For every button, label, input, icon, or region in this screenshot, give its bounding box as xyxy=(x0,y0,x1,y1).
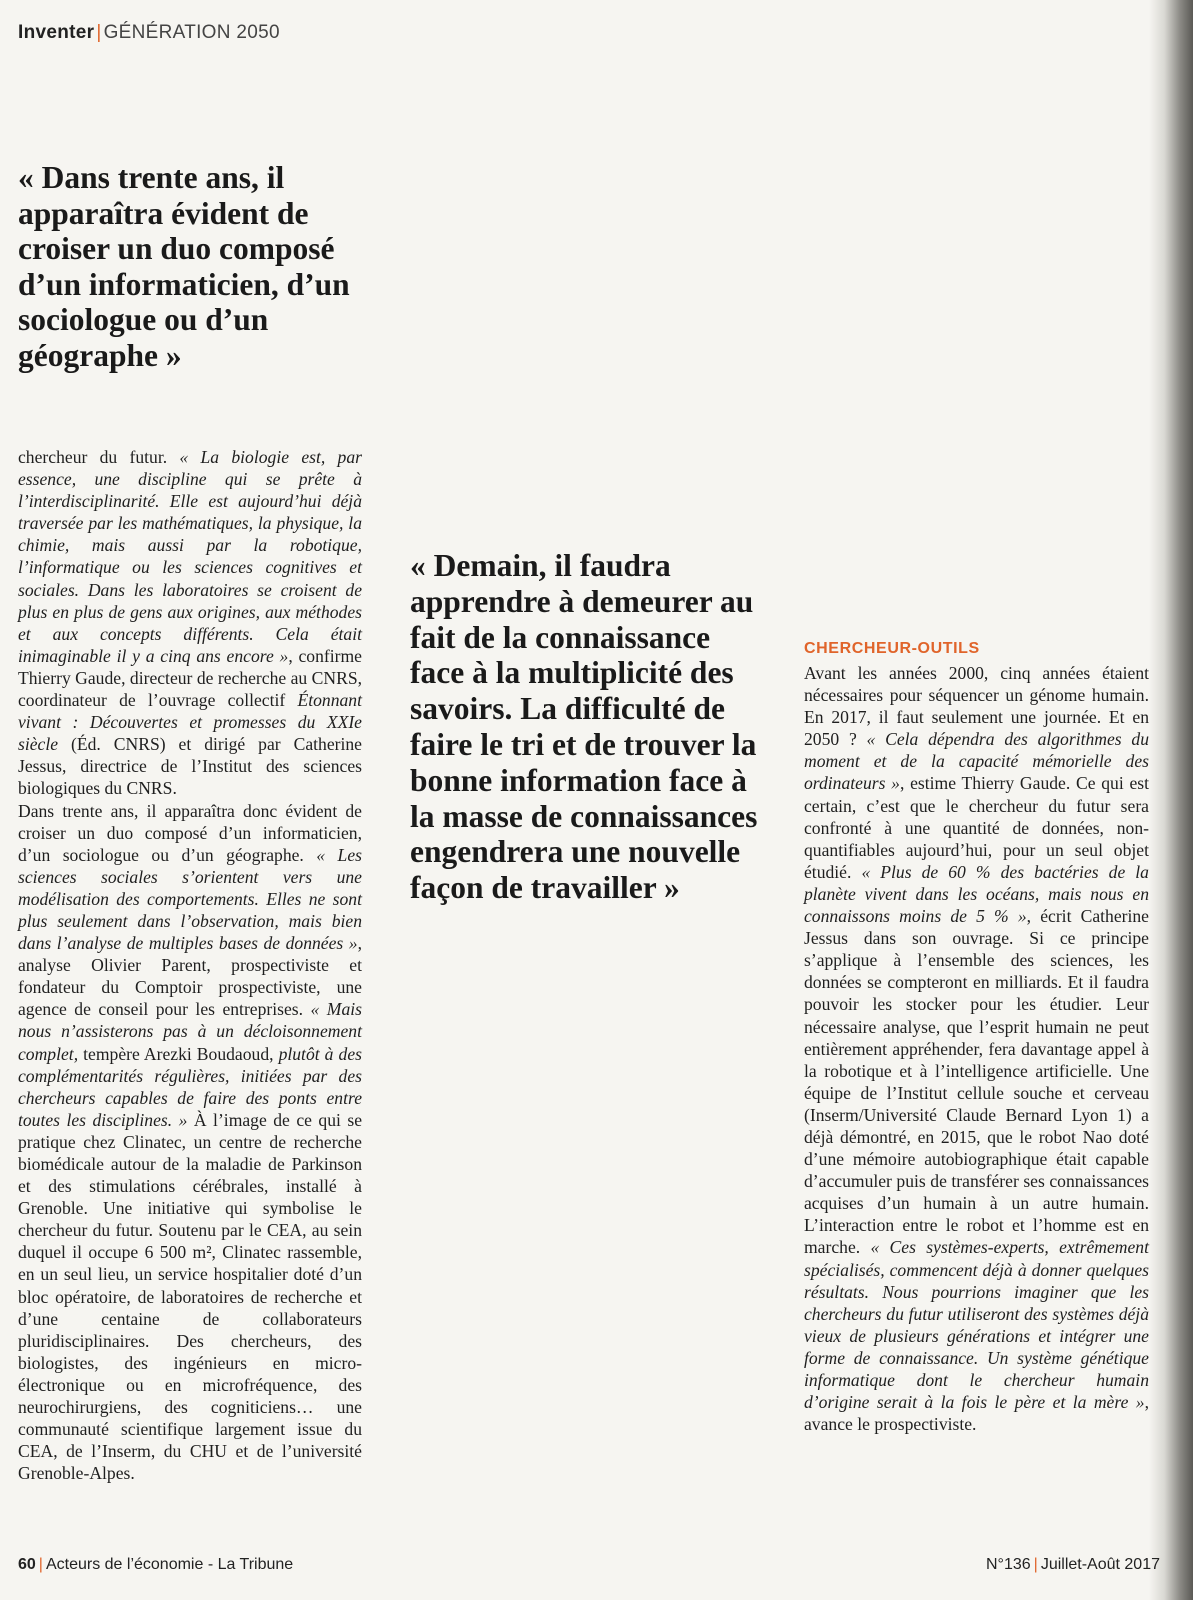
text-run: Avant les années 2000, cinq années étaient nécessaires pour séquencer un génome humain. En 2017, il faut seulement une journée. Et en 2050 ? xyxy=(804,663,1149,750)
paragraph xyxy=(804,662,1149,1435)
text-run: , écrit Catherine Jessus dans son ouvrage. Si ce principe s’applique à l’ensemble des sciences, les données se compteront en milliards. Et il faudra pouvoir les stocker pour les étudier. Leur nécessaire analyse, que l’esprit humain ne peut entièrement appréhender, fera davantage appel à la robotique et à l’intelligence artificielle. Une équipe de l’Institut cellule souche et cerveau (Inserm/Université Claude Bernard Lyon 1) a déjà démontré, en 2015, que le robot Nao doté d’une mémoire autobiographique était capable d’accumuler puis de transférer ses connaissances acquises d’un humain à un autre humain. L’interaction entre le robot et l’homme est en marche. xyxy=(804,906,1149,1258)
text-run: , avance le prospectiviste. xyxy=(804,1392,1149,1435)
footer-separator: | xyxy=(1033,1556,1038,1573)
italic-text-run: « Cela dépendra des algorithmes du moment et de la capacité mémorielle des ordinateurs » xyxy=(804,729,1149,794)
text-run: , confirme Thierry Gaude, directeur de recherche au CNRS, coordinateur de l’ouvrage collectif xyxy=(18,645,362,711)
text-run: (Éd. CNRS) et dirigé par Catherine Jessus, directrice de l’Institut des sciences biologiques du CNRS. xyxy=(18,734,362,799)
italic-text-run: « La biologie est, par essence, une discipline qui se prête à l’interdisciplinarité. Elle est aujourd’hui déjà traversée par les mathématiques, la physique, la chimie, mais aussi par la robotique, l’informatique ou les sciences cognitives et sociales. Dans les laboratoires se croisent de plus en plus de gens aux origines, aux méthodes et aux concepts différents. Cela était inimaginable il y a cinq ans encore » xyxy=(18,447,362,666)
paragraph xyxy=(18,800,362,1485)
page-binding-shadow xyxy=(1149,0,1193,1600)
italic-text-run: « Mais nous n’assisterons pas à un décloisonnement complet, xyxy=(18,999,362,1064)
paragraph xyxy=(18,446,362,800)
text-run: , analyse Olivier Parent, prospectiviste et fondateur du Comptoir prospectiviste, une agence de conseil pour les entreprises. xyxy=(18,933,362,1020)
subheading: CHERCHEUR-OUTILS xyxy=(804,640,980,657)
rubric-name: GÉNÉRATION 2050 xyxy=(103,22,280,43)
text-run: Dans trente ans, il apparaîtra donc évident de croiser un duo composé d’un informaticien, d’un sociologue ou d’un géographe. xyxy=(18,800,362,865)
footer-left xyxy=(18,1556,293,1574)
article-column-1 xyxy=(18,446,362,1484)
italic-text-run: plutôt à des complémentarités régulières, initiées par des chercheurs capables de faire des ponts entre toutes les disciplines. » xyxy=(18,1043,362,1130)
pull-quote-2: « Demain, il faudra apprendre à demeurer au fait de la connaissance face à la multiplicité des savoirs. La difficulté de faire le tri et de trouver la bonne information face à la masse de connaissances engendrera une nouvelle façon de travailler » xyxy=(410,548,758,906)
text-run: chercheur du futur. xyxy=(18,447,180,467)
publication-name: Acteurs de l’économie - La Tribune xyxy=(45,1556,294,1573)
italic-text-run: « Les sciences sociales s’orientent vers une modélisation des comportements. Elles ne sont plus seulement dans l’observation, mais bien dans l’analyse de multiples bases de données » xyxy=(18,844,362,954)
italic-text-run: « Ces systèmes-experts, extrêmement spécialisés, commencent déjà à donner quelques résultats. Nous pourrions imaginer que les chercheurs du futur utiliseront des systèmes déjà vieux de plusieurs générations et intégrer une forme de connaissance. Un système génétique informatique dont le chercheur humain d’origine serait à la fois le père et la mère » xyxy=(804,1237,1149,1413)
issue-date: Juillet-Août 2017 xyxy=(1040,1556,1160,1573)
text-run: , estime Thierry Gaude. Ce qui est certain, c’est que le chercheur du futur sera confronté à une quantité de données, non-quantifiables aujourd’hui, pour un seul objet étudié. xyxy=(804,773,1149,882)
header-separator: | xyxy=(96,22,102,43)
issue-number: N°136 xyxy=(986,1556,1031,1573)
footer-right xyxy=(986,1556,1160,1574)
article-column-3 xyxy=(804,662,1149,1435)
page-header xyxy=(18,22,280,44)
page-number: 60 xyxy=(18,1556,36,1573)
italic-text-run: Étonnant vivant : Découvertes et promesses du XXIe siècle xyxy=(18,690,362,755)
pull-quote-1: « Dans trente ans, il apparaîtra évident de croiser un duo composé d’un informaticien, d’un sociologue ou d’un géographe » xyxy=(18,160,350,373)
text-run: tempère Arezki Boudaoud, xyxy=(78,1043,279,1064)
section-name: Inventer xyxy=(18,22,95,43)
footer-separator: | xyxy=(38,1556,43,1573)
italic-text-run: « Plus de 60 % des bactéries de la planète vivent dans les océans, mais nous en connaissons moins de 5 % » xyxy=(804,861,1149,927)
text-run: À l’image de ce qui se pratique chez Clinatec, un centre de recherche biomédicale autour de la maladie de Parkinson et des stimulations cérébrales, installé à Grenoble. Une initiative qui symbolise le chercheur du futur. Soutenu par le CEA, au sein duquel il occupe 6 500 m², Clinatec rassemble, en un seul lieu, un service hospitalier doté d’un bloc opératoire, de laboratoires de recherche et d’une centaine de collaborateurs pluridisciplinaires. Des chercheurs, des biologistes, des ingénieurs en micro-électronique ou en microfréquence, des neurochirurgiens, des cogniticiens… une communauté scientifique largement issue du CEA, de l’Inserm, du CHU et de l’université Grenoble-Alpes. xyxy=(18,1109,362,1484)
